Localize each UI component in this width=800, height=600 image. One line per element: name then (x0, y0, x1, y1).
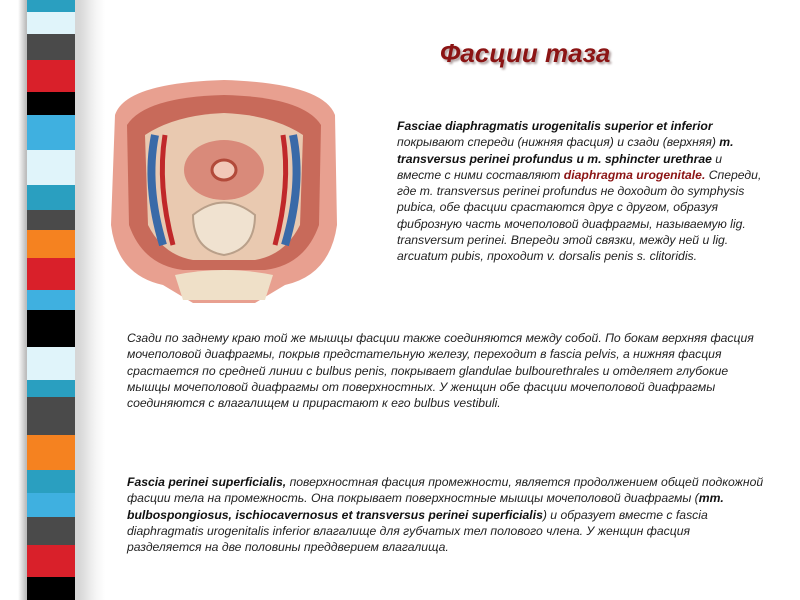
text-block-fascia-perinei-superficialis (127, 474, 767, 555)
stripe-segment (27, 470, 75, 493)
pelvis-anatomy-illustration (105, 75, 343, 303)
stripe-segment (27, 493, 75, 517)
decorative-stripe-bar (27, 0, 75, 600)
stripe-segment (27, 210, 75, 230)
stripe-segment (27, 380, 75, 397)
stripe-segment (27, 435, 75, 470)
stripe-segment (27, 230, 75, 258)
stripe-segment (27, 517, 75, 545)
text: ) и образует вместе с fascia diaphragmatis urogenitalis inferior влагалище для губчатых тел полового члена. У женщин фасция разделяется на две половины преддверием влагалища. (127, 507, 708, 555)
stripe-segment (27, 92, 75, 115)
stripe-segment (27, 397, 75, 435)
stripe-segment (27, 290, 75, 310)
stripe-segment (27, 150, 75, 185)
text-block-posterior: Сзади по заднему краю той же мышцы фасции также соединяются между собой. По бокам верхняя фасция мочеполовой диафрагмы, покрыв предстательную железу, переходит в fascia pelvis, а нижняя фасция срастается по средней линии с bulbus penis, покрывает glandulae bulbourethrales и отделяет глубокие мышцы мочеполовой диафрагмы от поверхностных. У женщин обе фасции мочеполовой диафрагмы соединяются с влагалищем и прирастают к его bulbus vestibuli. (127, 331, 754, 411)
term: Fascia perinei superficialis, (127, 475, 287, 489)
term: mm. bulbospongiosus, ischiocavernosus et transversus perinei superficialis (127, 491, 724, 522)
stripe-segment (27, 12, 75, 34)
stripe-segment (27, 115, 75, 150)
text: поверхностная фасция промежности, является продолжением общей подкожной фасции тела на промежность. Она покрывает поверхностные мышцы мочеполовой диафрагмы ( (127, 475, 764, 506)
term: m. transversus perinei profundus u m. sphincter urethrae (397, 135, 734, 166)
stripe-segment (27, 34, 75, 60)
term: Fasciae diaphragmatis urogenitalis superior et inferior (397, 119, 713, 133)
stripe-segment (27, 545, 75, 577)
slide-title: Фасции таза (440, 38, 611, 68)
text-block-fasciae-diaphragmatis (397, 118, 767, 265)
stripe-segment (27, 258, 75, 290)
stripe-segment (27, 0, 75, 12)
text: Спереди, где m. transversus perinei profundus не доходит до symphysis pubica, обе фасции срастаются друг с другом, образуя фиброзную часть мочеполовой диафрагмы, называемую lig. transversum perinei. Впереди этой связки, между ней и lig. arcuatum pubis, проходит v. dorsalis penis s. clitoridis. (397, 167, 762, 264)
text: и вместе с ними составляют (397, 151, 723, 182)
stripe-segment (27, 347, 75, 380)
stripe-segment (27, 60, 75, 92)
stripe-segment (27, 577, 75, 600)
highlight-term: diaphragma urogenitale. (563, 167, 706, 182)
text: покрывают спереди (нижняя фасция) и сзади (верхняя) (397, 135, 720, 150)
stripe-segment (27, 185, 75, 210)
stripe-segment (27, 310, 75, 347)
